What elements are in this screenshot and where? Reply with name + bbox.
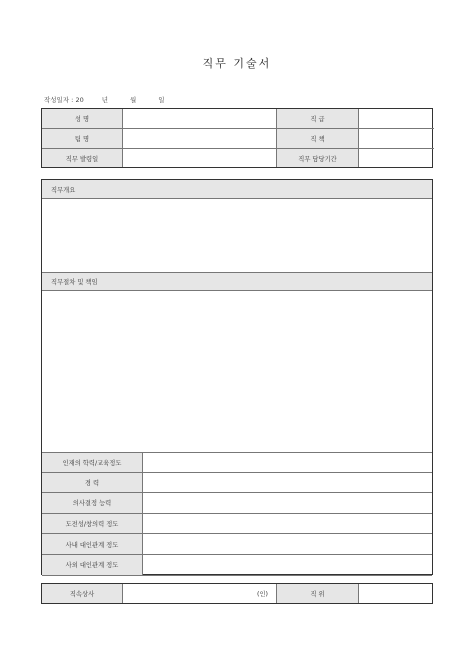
term-label: 직무 담당기간 [277,149,359,167]
procedure-label: 직무절차 및 책임 [42,272,432,291]
seal-label: (인) [257,591,268,598]
supervisor-field[interactable] [123,584,277,603]
year-unit: 년 [101,96,108,104]
procedure-field[interactable] [42,292,432,452]
duty-field[interactable] [359,129,434,149]
footer-table [41,583,433,604]
day-unit: 일 [158,96,165,104]
duty-label: 직 책 [277,129,359,149]
overview-label: 직무개요 [42,180,432,199]
position-field[interactable] [359,584,434,603]
requirement-label: 인재의 학력/교육정도 [42,452,143,473]
team-label: 팀 명 [42,129,123,149]
name-field[interactable] [123,109,277,129]
main-table [41,179,433,575]
term-field[interactable] [359,149,434,167]
page-title: 직무 기술서 [202,57,272,70]
team-field[interactable] [123,129,277,149]
assign-date-field[interactable] [123,149,277,167]
requirement-field[interactable] [143,493,432,514]
rank-label: 직 급 [277,109,359,129]
date-line [44,95,165,104]
header-table [41,108,433,168]
month-unit: 월 [130,96,137,104]
name-label: 성 명 [42,109,123,129]
supervisor-label: 직속상사 [42,584,123,603]
requirement-field[interactable] [143,514,432,535]
requirement-label: 사내 대인관계 정도 [42,534,143,555]
rank-field[interactable] [359,109,434,129]
requirement-label: 의사결정 능력 [42,493,143,514]
date-label: 작성일자 : 20 [44,96,84,104]
requirement-label: 사외 대인관계 정도 [42,555,143,576]
position-label: 직 위 [277,584,359,603]
overview-field[interactable] [42,199,432,272]
requirement-label: 도전성/창의력 정도 [42,514,143,535]
requirement-field[interactable] [143,473,432,494]
requirement-field[interactable] [143,555,432,576]
requirement-label: 경 력 [42,473,143,494]
assign-date-label: 직무 발령일 [42,149,123,167]
requirement-field[interactable] [143,452,432,473]
requirement-field[interactable] [143,534,432,555]
